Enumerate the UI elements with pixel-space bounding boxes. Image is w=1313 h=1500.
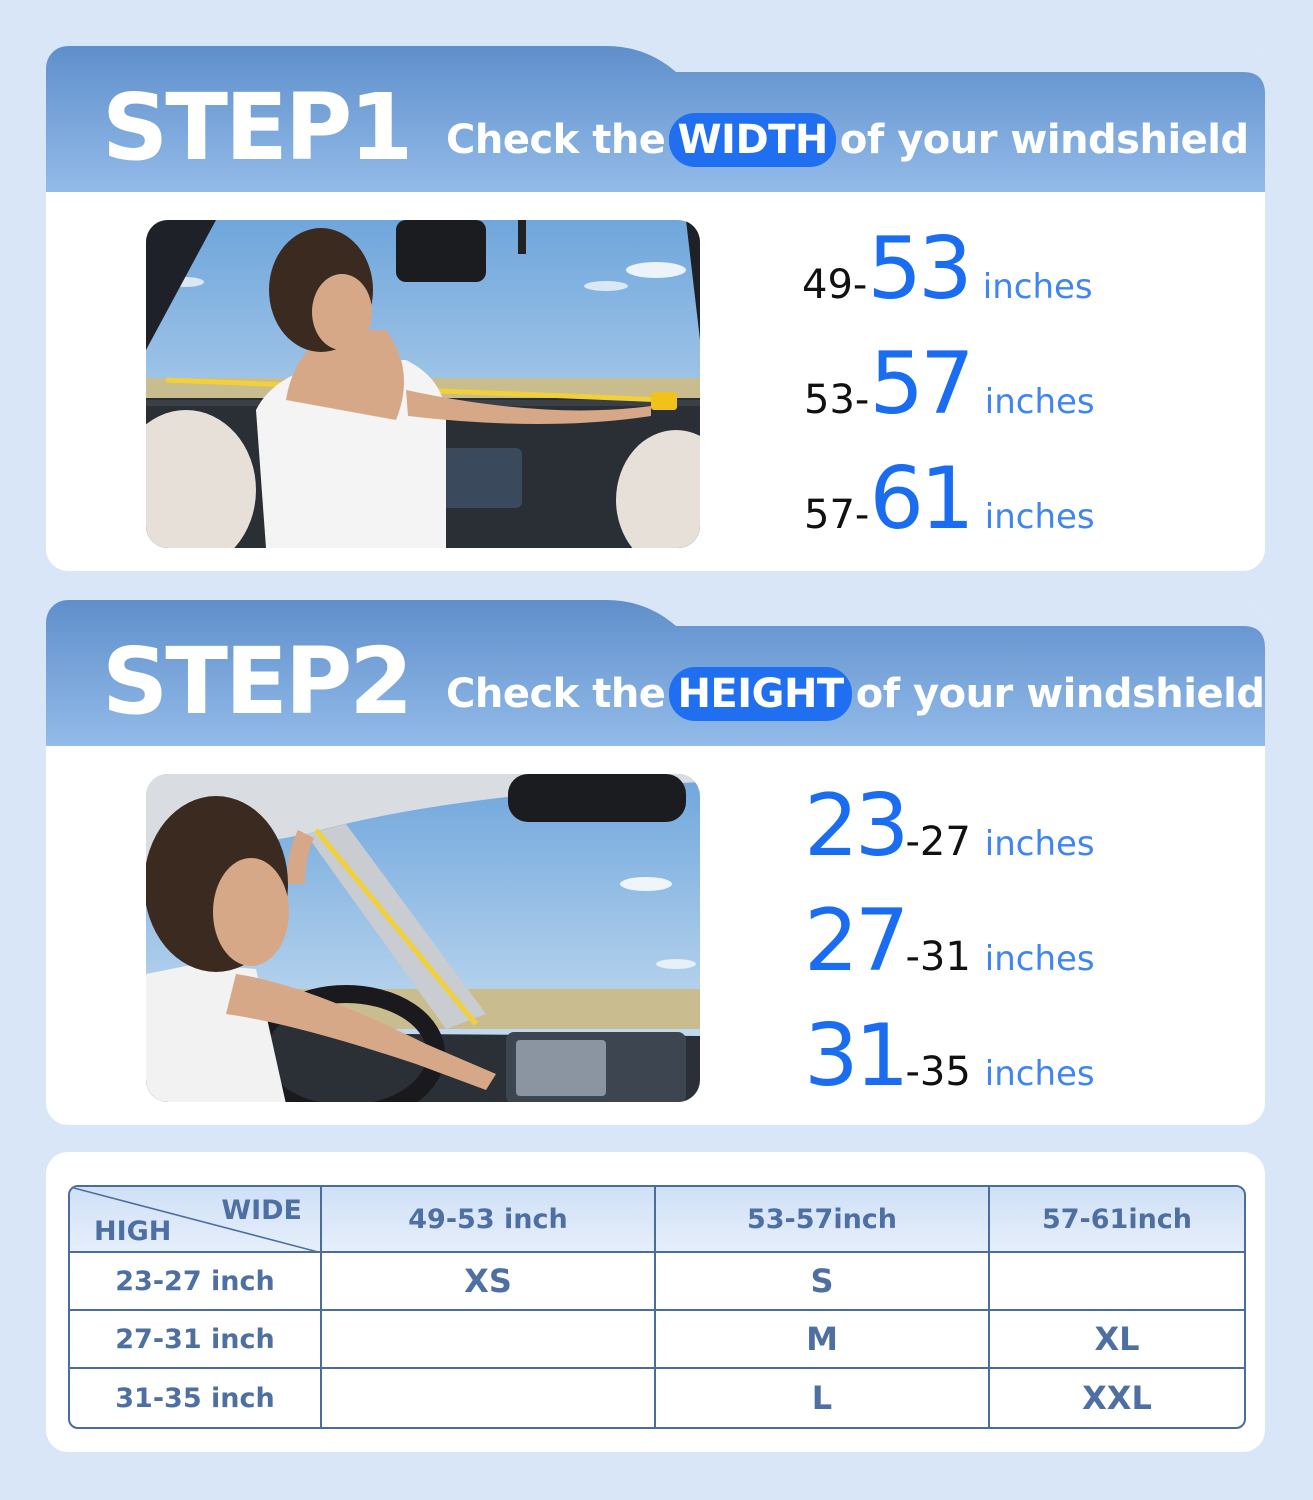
table-corner-cell xyxy=(70,1187,322,1253)
step2-subtitle xyxy=(446,666,1264,722)
table-header-row xyxy=(70,1187,1244,1253)
step1-header xyxy=(46,46,1265,192)
size-cell: S xyxy=(656,1253,990,1311)
step2-header xyxy=(46,600,1265,746)
height-measuring-photo xyxy=(146,774,700,1102)
step1-title: STEP1 xyxy=(102,74,411,181)
table-row xyxy=(70,1369,1244,1427)
size-cell: XS xyxy=(322,1253,656,1311)
width-range-2: 53-57 inches xyxy=(804,334,1095,434)
column-header: 53-57inch xyxy=(656,1187,990,1253)
corner-wide-label: WIDE xyxy=(221,1195,302,1226)
step2-title: STEP2 xyxy=(102,628,411,735)
corner-high-label: HIGH xyxy=(94,1216,172,1247)
height-range-2: 27-31 inches xyxy=(804,891,1095,991)
step2-card xyxy=(46,600,1265,1125)
step1-sub-suffix: of your windshield xyxy=(839,117,1249,163)
height-range-3: 31-35 inches xyxy=(804,1006,1095,1106)
width-measuring-photo xyxy=(146,220,700,548)
width-range-1: 49-53 inches xyxy=(802,219,1093,319)
size-chart-table xyxy=(68,1185,1246,1429)
table-row xyxy=(70,1311,1244,1369)
step2-sub-prefix: Check the xyxy=(446,671,666,717)
size-cell: XL xyxy=(990,1311,1244,1369)
step1-width-highlight: WIDTH xyxy=(669,113,835,167)
table-row xyxy=(70,1253,1244,1311)
size-cell xyxy=(322,1369,656,1427)
size-cell: XXL xyxy=(1082,1379,1152,1417)
step2-sub-suffix: of your windshield xyxy=(855,671,1265,717)
step1-card xyxy=(46,46,1265,571)
row-header: 23-27 inch xyxy=(70,1253,322,1311)
width-range-3: 57-61 inches xyxy=(804,449,1095,549)
size-cell: M xyxy=(656,1311,990,1369)
size-cell xyxy=(322,1311,656,1369)
column-header: 49-53 inch xyxy=(322,1187,656,1253)
size-chart-card xyxy=(46,1152,1265,1452)
height-range-1: 23-27 inches xyxy=(804,776,1095,876)
size-cell xyxy=(990,1253,1244,1311)
row-header: 27-31 inch xyxy=(70,1311,322,1369)
step1-subtitle xyxy=(446,112,1249,168)
step1-sub-prefix: Check the xyxy=(446,117,666,163)
row-header: 31-35 inch xyxy=(70,1369,322,1427)
step2-height-highlight: HEIGHT xyxy=(669,667,851,721)
column-header: 57-61inch xyxy=(990,1187,1244,1253)
size-cell: L xyxy=(656,1369,990,1427)
